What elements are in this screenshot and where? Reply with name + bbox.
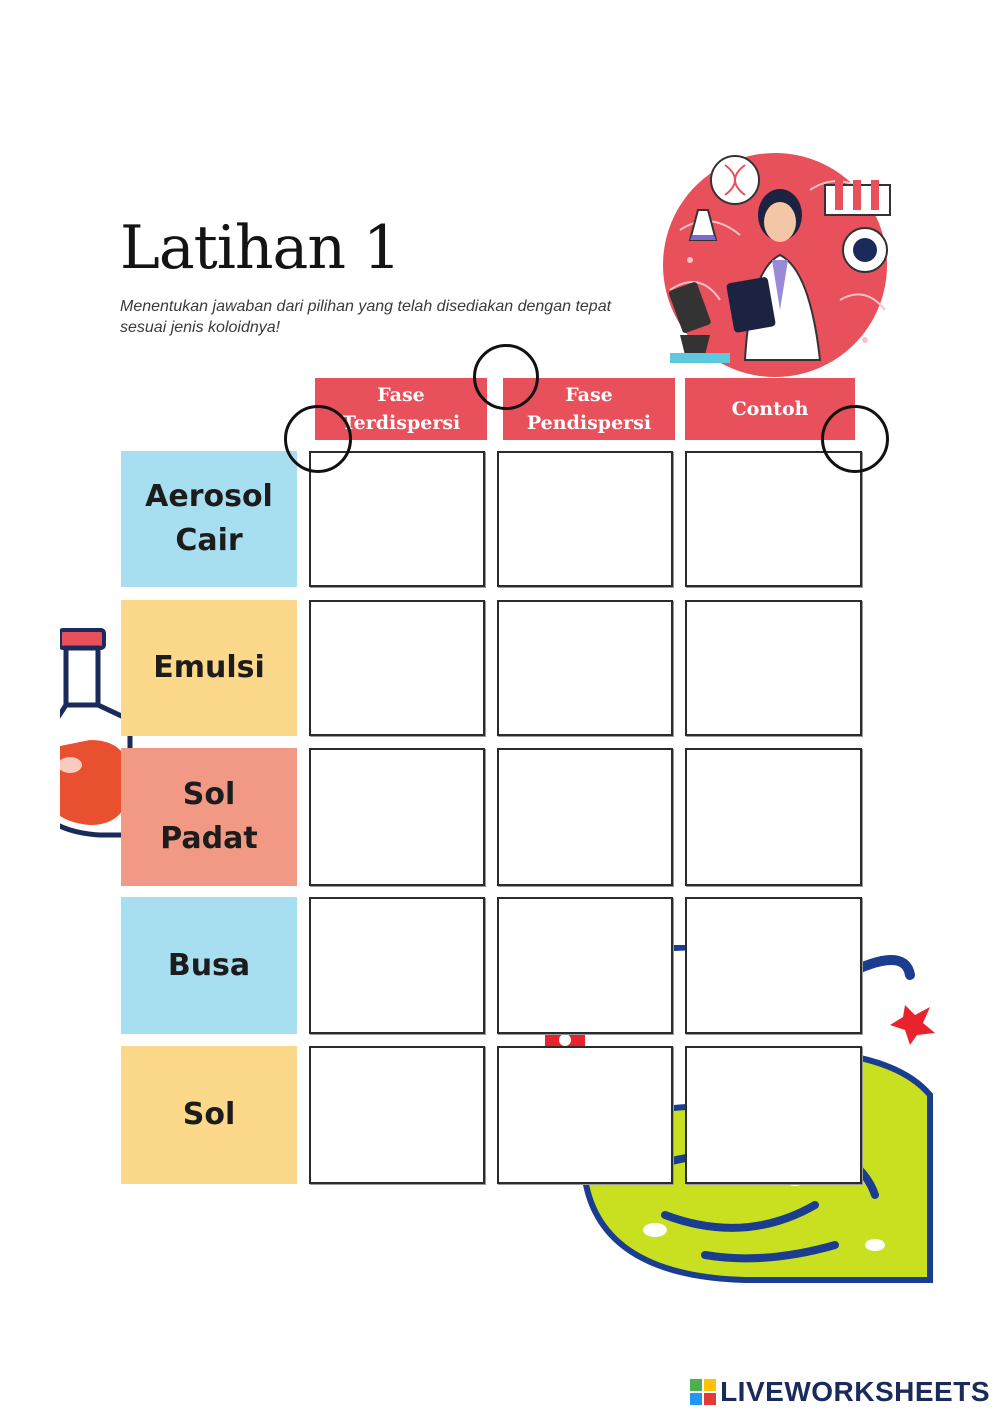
answer-box-busa-contoh[interactable] bbox=[685, 897, 862, 1034]
answer-box-busa-terdispersi[interactable] bbox=[309, 897, 485, 1034]
answer-box-sol-padat-terdispersi[interactable] bbox=[309, 748, 485, 886]
answer-box-aerosol-cair-contoh[interactable] bbox=[685, 451, 862, 587]
answer-box-sol-pendispersi[interactable] bbox=[497, 1046, 673, 1184]
row-label-text: Busa bbox=[167, 947, 251, 983]
decorative-circle bbox=[821, 405, 889, 473]
answer-box-emulsi-terdispersi[interactable] bbox=[309, 600, 485, 736]
row-label-text: Sol bbox=[182, 1097, 236, 1132]
row-label-busa bbox=[121, 897, 297, 1034]
column-header-label: Contoh bbox=[731, 398, 809, 420]
answer-box-aerosol-cair-pendispersi[interactable] bbox=[497, 451, 673, 587]
column-header-label: Fase Terdispersi bbox=[341, 384, 461, 434]
brand-name: LIVEWORKSHEETS bbox=[720, 1376, 990, 1407]
row-label-text: Aerosol Cair bbox=[145, 479, 273, 558]
answer-box-sol-contoh[interactable] bbox=[685, 1046, 862, 1184]
answer-box-busa-pendispersi[interactable] bbox=[497, 897, 673, 1034]
row-label-text: Emulsi bbox=[153, 650, 265, 685]
row-label-emulsi bbox=[121, 600, 297, 736]
answer-box-emulsi-pendispersi[interactable] bbox=[497, 600, 673, 736]
worksheet-instruction: Menentukan jawaban dari pilihan yang telah disediakan dengan tepat sesuai jenis koloidnya! bbox=[120, 298, 612, 336]
liveworksheets-logo-icon bbox=[690, 1379, 716, 1405]
row-label-aerosol-cair bbox=[121, 451, 297, 587]
answer-box-sol-padat-contoh[interactable] bbox=[685, 748, 862, 886]
row-label-text: Sol Padat bbox=[160, 777, 258, 856]
column-header-label: Fase Pendispersi bbox=[526, 384, 652, 434]
decorative-circle bbox=[284, 405, 352, 473]
worksheet-title: Latihan 1 bbox=[120, 213, 401, 283]
decorative-circle bbox=[473, 344, 539, 410]
answer-box-emulsi-contoh[interactable] bbox=[685, 600, 862, 736]
answer-box-sol-padat-pendispersi[interactable] bbox=[497, 748, 673, 886]
row-label-sol-padat bbox=[121, 748, 297, 886]
answer-box-sol-terdispersi[interactable] bbox=[309, 1046, 485, 1184]
footer-logo bbox=[690, 1376, 990, 1408]
scientist-illustration bbox=[650, 150, 900, 380]
row-label-sol bbox=[121, 1046, 297, 1184]
answer-box-aerosol-cair-terdispersi[interactable] bbox=[309, 451, 485, 587]
